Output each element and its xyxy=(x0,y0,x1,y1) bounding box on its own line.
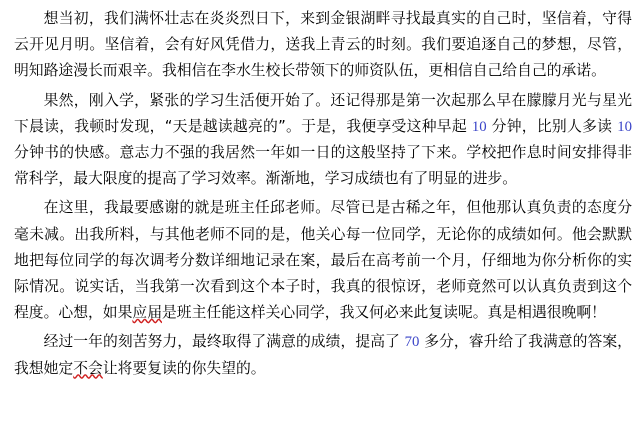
paragraph-3 xyxy=(14,195,632,326)
number-10-first: 10 xyxy=(471,118,487,135)
paragraph-1 xyxy=(14,6,632,85)
spellcheck-flag-buhui[interactable]: 不会 xyxy=(73,359,103,377)
number-10-second: 10 xyxy=(617,118,632,135)
document-page xyxy=(14,6,632,382)
paragraph-4-text-b: 多分，睿升给了我满意的答案，我想她定 xyxy=(14,333,632,377)
paragraph-2 xyxy=(14,88,632,193)
paragraph-3-text-b: 是班主任能这样关心同学，我又何必来此复读呢。真是相遇很晚啊！ xyxy=(162,304,606,322)
paragraph-2-text-c: 分钟书的快感。意志力不强的我居然一年如一日的这般坚持了下来。学校把作息时间安排得非常科学，最大限度的提高了学习效率。渐渐地，学习成绩也有了明显的进步。 xyxy=(14,144,632,188)
paragraph-4-text-a: 经过一年的刻苦努力，最终取得了满意的成绩，提高了 xyxy=(43,333,405,351)
paragraph-4-text-c: 让将要复读的你失望的。 xyxy=(102,359,266,377)
paragraph-4 xyxy=(14,329,632,381)
paragraph-2-text-a: 果然，刚入学，紧张的学习生活便开始了。还记得那是第一次起那么早在朦朦月光与星光下晨读，我顿时发现，“天是越读越亮的”。于是，我便享受这种早起 xyxy=(14,91,632,135)
paragraph-1-text: 想当初，我们满怀壮志在炎炎烈日下，来到金银湖畔寻找最真实的自己时，坚信着，守得云开见月明。坚信着，会有好风凭借力，送我上青云的时刻。我们要追逐自己的梦想，尽管，明知路途漫长而艰辛。我相信在李水生校长带领下的师资队伍，更相信自己给自己的承诺。 xyxy=(14,10,632,80)
paragraph-3-text-a: 在这里，我最要感谢的就是班主任邱老师。尽管已是古稀之年，但他那认真负责的态度分毫未减。出我所料，与其他老师不同的是，他关心每一位同学，无论你的成绩如何。他会默默地把每位同学的每次调考分数详细地记录在案，最后在高考前一个月，仔细地为你分析你的实际情况。说实话，当我第一次看到这个本子时，我真的很惊讶，老师竟然可以认真负责到这个程度。心想，如果 xyxy=(14,199,632,322)
number-70: 70 xyxy=(404,334,420,351)
paragraph-2-text-b: 分钟，比别人多读 xyxy=(486,117,618,135)
spellcheck-flag-yingjie[interactable]: 应届 xyxy=(132,304,162,322)
